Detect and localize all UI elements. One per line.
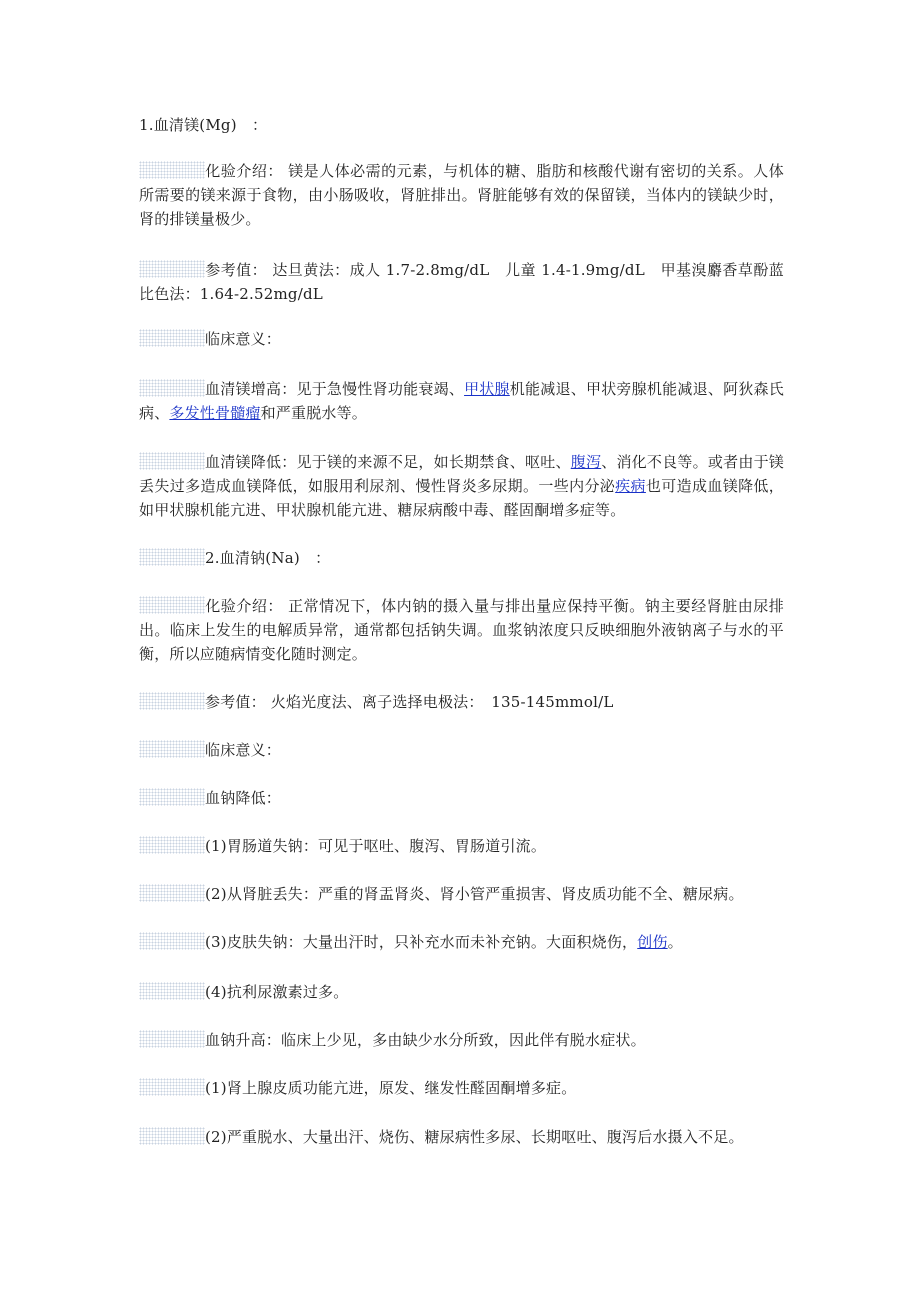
na-low-item-2: (2)从肾脏丢失：严重的肾盂肾炎、肾小管严重损害、肾皮质功能不全、糖尿病。 [139, 882, 784, 906]
indent-marker [139, 260, 205, 278]
na-clinical-label: 临床意义： [139, 738, 784, 762]
indent-marker [139, 161, 205, 179]
na-reference-paragraph: 参考值： 火焰光度法、离子选择电极法： 135-145mmol/L [139, 690, 784, 714]
mg-low-paragraph: 血清镁降低：见于镁的来源不足，如长期禁食、呕吐、腹泻、消化不良等。或者由于镁丢失过多造成血镁降低，如服用利尿剂、慢性肾炎多尿期。一些内分泌疾病也可造成血镁降低，如甲状腺机能亢进、甲状腺机能亢进、糖尿病酸中毒、醛固酮增多症等。 [139, 453, 785, 519]
na-high-label: 血钠升高：临床上少见，多由缺少水分所致，因此伴有脱水症状。 [139, 1028, 784, 1052]
heading-magnesium: 1.血清镁(Mg) ： [139, 116, 268, 134]
indent-marker [139, 740, 205, 758]
na-high-item-2: (2)严重脱水、大量出汗、烧伤、糖尿病性多尿、长期呕吐、腹泻后水摄入不足。 [139, 1125, 784, 1149]
indent-marker [139, 548, 205, 566]
heading-sodium: 2.血清钠(Na) ： [139, 546, 784, 570]
mg-intro-paragraph: 化验介绍： 镁是人体必需的元素，与机体的糖、脂肪和核酸代谢有密切的关系。人体所需要的镁来源于食物，由小肠吸收，肾脏排出。肾脏能够有效的保留镁，当体内的镁缺少时，肾的排镁量极少。 [139, 162, 784, 228]
na-low-item-3: (3)皮肤失钠：大量出汗时，只补充水而未补充钠。大面积烧伤，创伤。 [139, 930, 784, 954]
na-high-item-1: (1)肾上腺皮质功能亢进，原发、继发性醛固酮增多症。 [139, 1076, 784, 1100]
na-low-item-4: (4)抗利尿激素过多。 [139, 980, 784, 1004]
indent-marker [139, 1030, 205, 1048]
link-multiple-myeloma[interactable]: 多发性骨髓瘤 [169, 404, 261, 422]
mg-clinical-label: 临床意义： [139, 327, 784, 351]
link-diarrhea[interactable]: 腹泻 [570, 453, 602, 471]
na-intro-paragraph: 化验介绍： 正常情况下，体内钠的摄入量与排出量应保持平衡。钠主要经肾脏由尿排出。临床上发生的电解质异常，通常都包括钠失调。血浆钠浓度只反映细胞外液钠离子与水的平衡，所以应随病情变化随时测定。 [139, 597, 784, 663]
indent-marker [139, 932, 205, 950]
indent-marker [139, 1078, 205, 1096]
na-low-item-1: (1)胃肠道失钠：可见于呕吐、腹泻、胃肠道引流。 [139, 834, 784, 858]
link-thyroid[interactable]: 甲状腺 [464, 380, 510, 398]
link-trauma[interactable]: 创伤 [637, 933, 668, 951]
indent-marker [139, 884, 205, 902]
indent-marker [139, 1127, 205, 1145]
indent-marker [139, 452, 205, 470]
indent-marker [139, 982, 205, 1000]
indent-marker [139, 788, 205, 806]
mg-reference-paragraph: 参考值： 达旦黄法：成人 1.7-2.8mg/dL 儿童 1.4-1.9mg/dL 甲基溴麝香草酚蓝比色法：1.64-2.52mg/dL [139, 261, 784, 303]
indent-marker [139, 596, 205, 614]
indent-marker [139, 692, 205, 710]
indent-marker [139, 329, 205, 347]
mg-high-paragraph: 血清镁增高：见于急慢性肾功能衰竭、甲状腺机能减退、甲状旁腺机能减退、阿狄森氏病、多发性骨髓瘤和严重脱水等。 [139, 380, 784, 422]
link-disease[interactable]: 疾病 [615, 477, 646, 495]
indent-marker [139, 836, 205, 854]
indent-marker [139, 379, 205, 397]
na-low-label: 血钠降低： [139, 786, 784, 810]
